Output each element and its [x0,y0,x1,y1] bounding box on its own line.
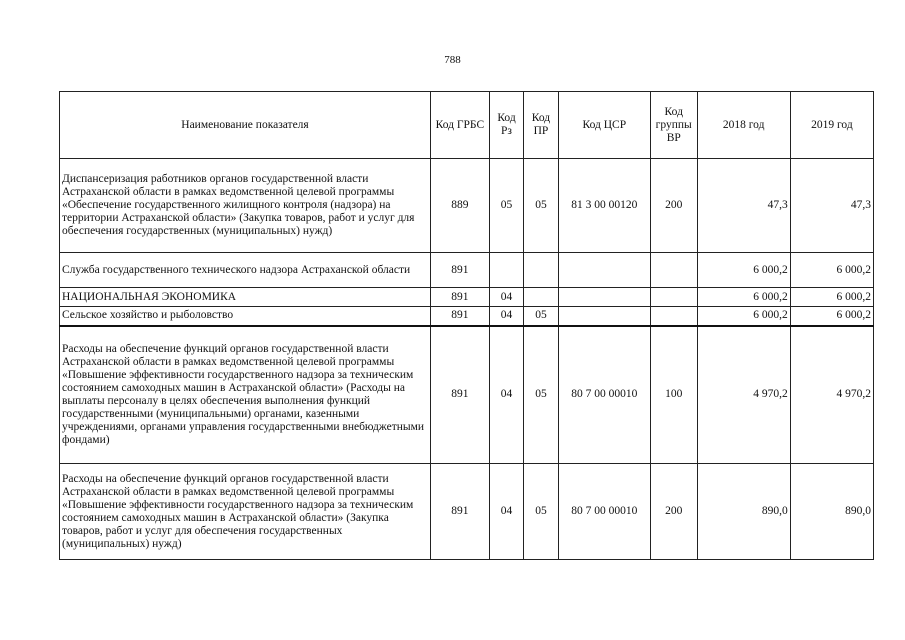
cell-pr [524,288,558,307]
cell-vr [650,307,697,326]
cell-2019: 6 000,2 [790,253,873,288]
cell-rz: 05 [489,159,523,253]
table-header [60,92,874,159]
cell-csr: 81 3 00 00120 [558,159,650,253]
cell-2018: 47,3 [697,159,790,253]
cell-pr: 05 [524,464,558,560]
cell-2018: 6 000,2 [697,288,790,307]
cell-rz [489,253,523,288]
cell-2018: 6 000,2 [697,307,790,326]
cell-name: Расходы на обеспечение функций органов государственной власти Астраханской области в рамках ведомственной целевой программы «Повышение эффективности государственного надзора за техническим состоянием самоходных машин в Астраханской области» (Расходы на выплаты персоналу в целях обеспечения выполнения функций государственными (муниципальными) органами, казенными учреждениями, органами управления государственными внебюджетными фондами) [60,326,431,464]
cell-rz: 04 [489,307,523,326]
cell-pr [524,253,558,288]
cell-vr [650,288,697,307]
header-row [60,92,874,159]
cell-grbs: 891 [431,288,490,307]
cell-name: Диспансеризация работников органов государственной власти Астраханской области в рамках ведомственной целевой программы «Обеспечение государственного жилищного контроля (надзора) на территории Астраханской области» (Закупка товаров, работ и услуг для обеспечения государственных (муниципальных) нужд) [60,159,431,253]
cell-csr: 80 7 00 00010 [558,326,650,464]
cell-vr [650,253,697,288]
table-body [60,159,874,560]
cell-2019: 6 000,2 [790,307,873,326]
table-row [60,464,874,560]
cell-name: Служба государственного технического надзора Астраханской области [60,253,431,288]
cell-vr: 200 [650,464,697,560]
cell-2019: 4 970,2 [790,326,873,464]
cell-csr [558,288,650,307]
table-row [60,307,874,326]
table-row [60,253,874,288]
cell-rz: 04 [489,464,523,560]
col-header-name: Наименование показателя [60,92,431,159]
col-header-csr: Код ЦСР [558,92,650,159]
col-header-2019: 2019 год [790,92,873,159]
cell-2018: 890,0 [697,464,790,560]
cell-pr: 05 [524,159,558,253]
col-header-grbs: Код ГРБС [431,92,490,159]
cell-name: Расходы на обеспечение функций органов государственной власти Астраханской области в рамках ведомственной целевой программы «Повышение эффективности государственного надзора за техническим состоянием самоходных машин в Астраханской области» (Закупка товаров, работ и услуг для обеспечения государственных (муниципальных) нужд) [60,464,431,560]
table-row [60,326,874,464]
cell-vr: 200 [650,159,697,253]
cell-rz: 04 [489,326,523,464]
page-number: 788 [444,54,461,66]
cell-rz: 04 [489,288,523,307]
cell-csr [558,253,650,288]
col-header-pr: Код ПР [524,92,558,159]
cell-pr: 05 [524,307,558,326]
cell-name: НАЦИОНАЛЬНАЯ ЭКОНОМИКА [60,288,431,307]
cell-grbs: 889 [431,159,490,253]
cell-2018: 4 970,2 [697,326,790,464]
table-row [60,288,874,307]
cell-grbs: 891 [431,307,490,326]
cell-grbs: 891 [431,326,490,464]
budget-table [59,91,874,560]
cell-grbs: 891 [431,253,490,288]
cell-2019: 47,3 [790,159,873,253]
cell-2019: 6 000,2 [790,288,873,307]
cell-vr: 100 [650,326,697,464]
cell-2019: 890,0 [790,464,873,560]
cell-csr: 80 7 00 00010 [558,464,650,560]
cell-2018: 6 000,2 [697,253,790,288]
col-header-rz: Код Рз [489,92,523,159]
cell-pr: 05 [524,326,558,464]
col-header-2018: 2018 год [697,92,790,159]
cell-csr [558,307,650,326]
cell-grbs: 891 [431,464,490,560]
table-row [60,159,874,253]
col-header-vr: Код группы ВР [650,92,697,159]
cell-name: Сельское хозяйство и рыболовство [60,307,431,326]
